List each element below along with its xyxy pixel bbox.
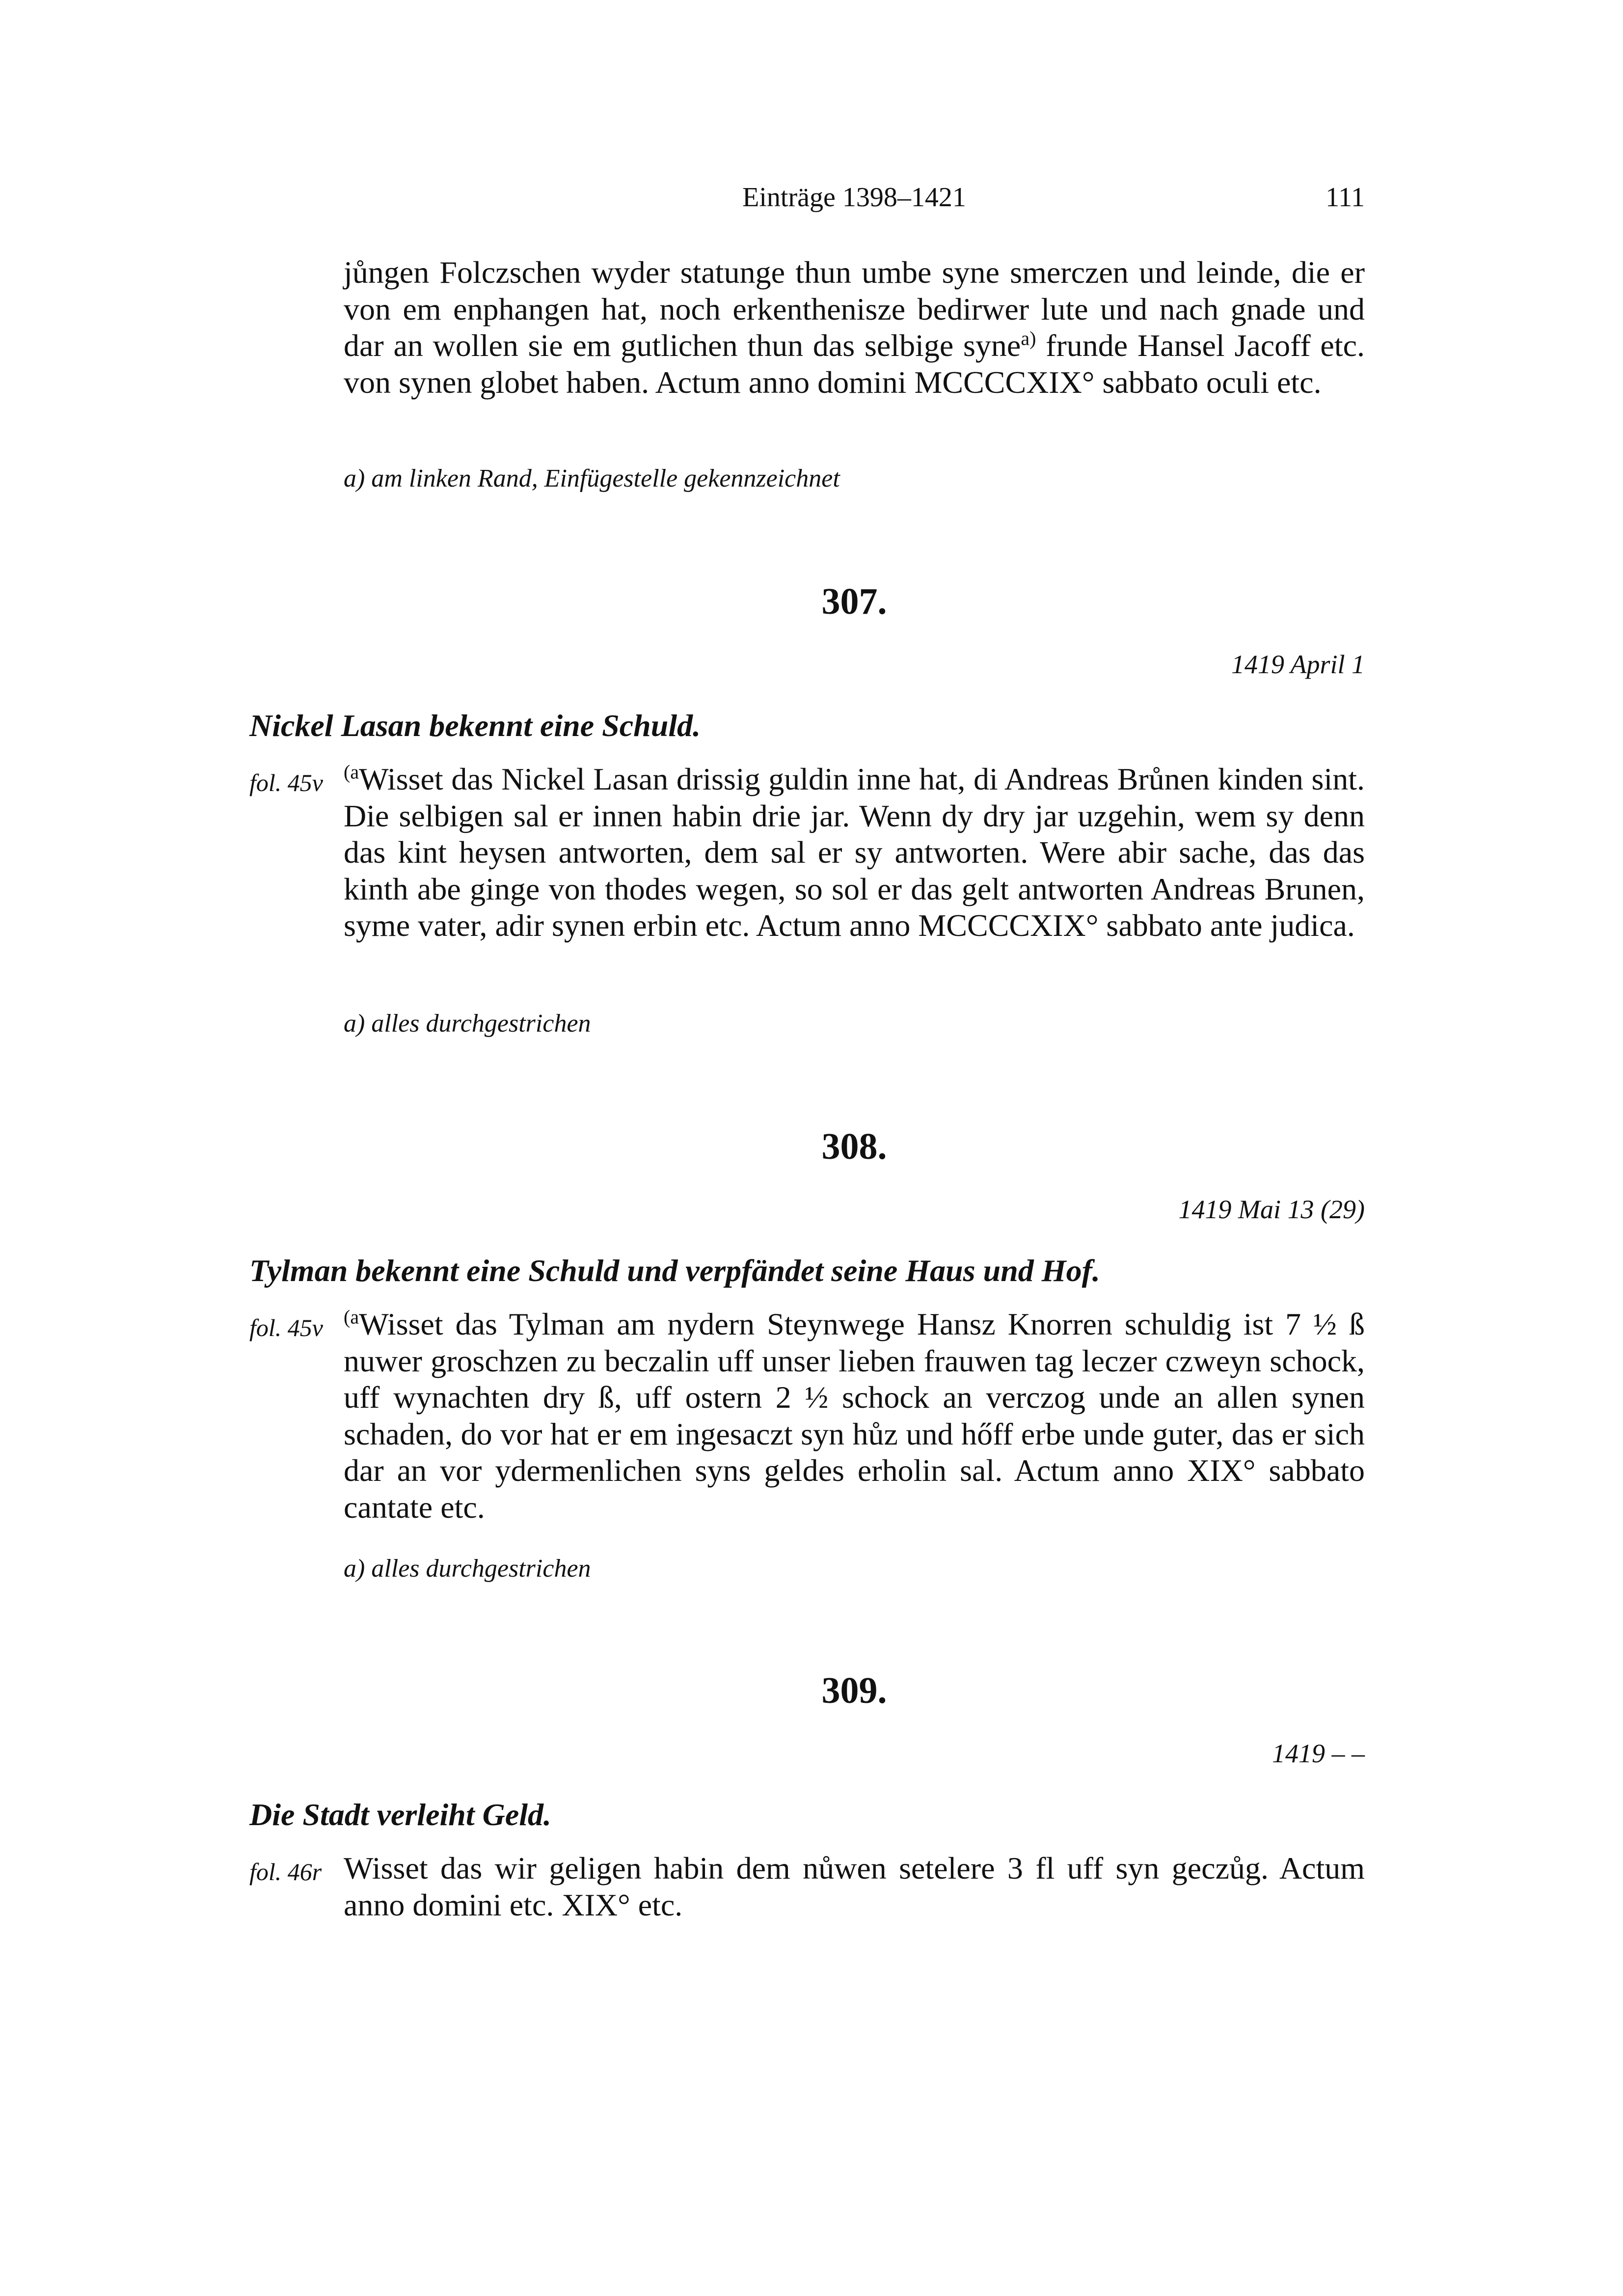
running-title: Einträge 1398–1421 <box>742 182 966 213</box>
running-head <box>344 178 1365 217</box>
entry-body-308: Wisset das Tylman am nydern Steynwege Hansz Knorren schuldig ist 7 ½ ß nuwer groschzen zu beczalin uff unser lieben frauwen tag leczer czweyn schock, uff wynachten dry ß, uff ostern 2 ½ schock an verczog unde an allen synen schaden, do vor hat er em ingesaczt syn hůz und hőff erbe unde guter, das er sich dar an vor ydermenlichen syns geldes erholin sal. Actum anno XIX° sabbato cantate etc. <box>344 1307 1365 1525</box>
entry-footnote-307: a) alles durchgestrichen <box>344 1010 591 1038</box>
entry-heading-309: Die Stadt verleiht Geld. <box>249 1797 552 1832</box>
folio-309: fol. 46r <box>249 1858 322 1886</box>
entry-mark-308: (a <box>344 1306 359 1328</box>
footnote-marker: a) <box>1021 327 1036 350</box>
entry-heading-308: Tylman bekennt eine Schuld und verpfändet seine Haus und Hof. <box>249 1253 1100 1288</box>
continuation-text: jůngen Folczschen wyder statunge thun umbe syne smerczen und leinde, die er von em enphangen hat, noch erkenthenisze bedirwer lute und nach gnade und dar an wollen sie em gutlichen thun das selbige syne <box>344 255 1365 363</box>
entry-number-309: 309. <box>821 1670 887 1711</box>
entry-footnote-308: a) alles durchgestrichen <box>344 1555 591 1583</box>
folio-307: fol. 45v <box>249 769 323 796</box>
folio-308: fol. 45v <box>249 1314 323 1341</box>
entry-number-308: 308. <box>821 1126 887 1167</box>
entry-date-307: 1419 April 1 <box>1231 650 1365 679</box>
entry-mark-307: (a <box>344 761 359 783</box>
entry-text-307 <box>344 761 1365 944</box>
entry-heading-307: Nickel Lasan bekennt eine Schuld. <box>249 708 701 743</box>
entry-number-307: 307. <box>821 581 887 622</box>
page-number: 111 <box>1325 182 1365 213</box>
entry-body-307: Wisset das Nickel Lasan drissig guldin inne hat, di Andreas Brůnen kinden sint. Die selbigen sal er innen habin drie jar. Wenn dy dry jar uzgehin, wem sy denn das kint heysen antworten, dem sal er sy antworten. Were abir sache, das das kinth abe ginge von thodes wegen, so sol er das gelt antworten Andreas Brunen, syme vater, adir synen erbin etc. Actum anno MCCCCXIX° sabbato ante judica. <box>344 762 1365 943</box>
continuation-paragraph <box>344 254 1365 401</box>
continuation-text-after: frunde Hansel Jacoff etc. von synen globet haben. Actum anno domini MCCCCXIX° sabbato oculi etc. <box>344 328 1365 400</box>
entry-text-308 <box>344 1306 1365 1526</box>
entry-text-309: Wisset das wir geligen habin dem nůwen setelere 3 fl uff syn geczůg. Actum anno domini etc. XIX° etc. <box>344 1851 1365 1922</box>
entry-date-308: 1419 Mai 13 (29) <box>1178 1195 1365 1224</box>
continuation-footnote: a) am linken Rand, Einfügestelle gekennzeichnet <box>344 465 840 492</box>
entry-date-309: 1419 – – <box>1272 1739 1365 1768</box>
